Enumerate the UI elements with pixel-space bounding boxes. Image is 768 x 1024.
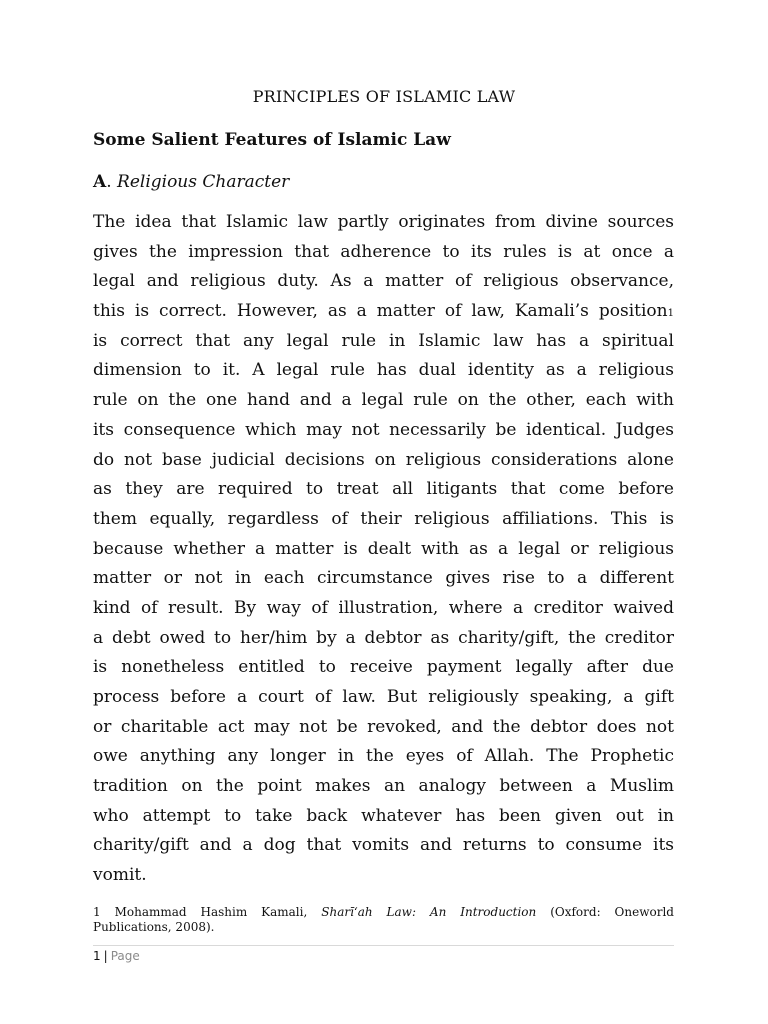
body-line: The idea that Islamic law partly originates from divine sources: [93, 212, 674, 232]
subheading-letter: A: [93, 172, 107, 192]
body-line-text: this is correct. However, as a matter of law, Kamali’s position: [93, 301, 668, 322]
footer-separator: |: [103, 949, 108, 963]
footnote-author: Mohammad Hashim Kamali,: [114, 905, 308, 919]
footnote-reference[interactable]: 1: [667, 308, 674, 320]
body-line: process before a court of law. But religiously speaking, a gift: [93, 687, 674, 707]
document-title: PRINCIPLES OF ISLAMIC LAW: [252, 87, 516, 106]
footnote-publisher: (Oxford: Oneworld: [550, 905, 674, 919]
subheading-separator: .: [106, 172, 118, 192]
body-line: as they are required to treat all litigants that come before: [93, 479, 674, 500]
page-footer: [93, 948, 140, 964]
body-line: because whether a matter is dealt with as a legal or religious: [93, 538, 674, 559]
body-paragraph: [93, 208, 674, 891]
footnote-number: 1: [93, 905, 101, 919]
subheading-title: Religious Character: [117, 172, 290, 192]
body-line: vomit.: [93, 865, 147, 886]
body-line: kind of result. By way of illustration, where a creditor waived: [93, 597, 674, 618]
body-line: them equally, regardless of their religious affiliations. This is: [93, 508, 674, 529]
body-line: who attempt to take back whatever has been given out in: [93, 805, 674, 826]
body-line: a debt owed to her/him by a debtor as charity/gift, the creditor: [93, 627, 674, 648]
body-line: or charitable act may not be revoked, and the debtor does not: [93, 716, 674, 737]
body-line: legal and religious duty. As a matter of religious observance,: [93, 271, 674, 292]
body-line: gives the impression that adherence to its rules is at once a: [93, 241, 674, 262]
body-line: is correct that any legal rule in Islamic law has a spiritual: [93, 330, 674, 351]
body-line: is nonetheless entitled to receive payment legally after due: [93, 657, 674, 678]
body-line: its consequence which may not necessarily be identical. Judges: [93, 419, 674, 440]
footnote: [93, 905, 674, 935]
footnote-line: [93, 905, 674, 920]
subheading: [93, 170, 289, 194]
body-line: do not base judicial decisions on religious considerations alone: [93, 449, 674, 470]
body-line: owe anything any longer in the eyes of Allah. The Prophetic: [93, 746, 674, 767]
body-line: rule on the one hand and a legal rule on the other, each with: [93, 390, 674, 411]
body-line: dimension to it. A legal rule has dual identity as a religious: [93, 360, 674, 381]
section-heading: Some Salient Features of Islamic Law: [93, 130, 451, 150]
body-line: charity/gift and a dog that vomits and returns to consume its: [93, 835, 674, 856]
body-line: tradition on the point makes an analogy between a Muslim: [93, 776, 674, 797]
body-line: matter or not in each circumstance gives rise to a different: [93, 568, 674, 589]
footnote-line: Publications, 2008).: [93, 920, 215, 934]
footnote-work-title: Sharī‘ah Law: An Introduction: [321, 905, 537, 919]
body-line-with-footnote-ref: [93, 297, 674, 327]
page-number: 1: [93, 949, 101, 963]
page-label: Page: [110, 949, 140, 963]
footer-divider: [93, 945, 674, 946]
